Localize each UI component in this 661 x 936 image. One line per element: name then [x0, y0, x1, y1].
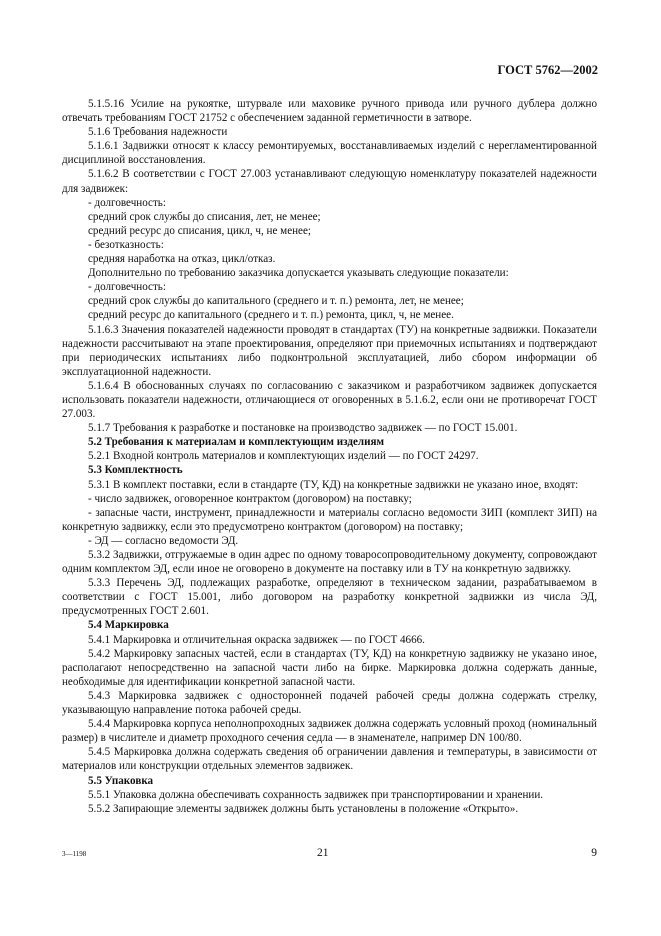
paragraph: 5.3.1 В комплект поставки, если в стандарте (ТУ, КД) на конкретные задвижки не указано иное, входят:: [88, 478, 579, 491]
page-number-center: 21: [317, 847, 329, 859]
section-heading: 5.4 Маркировка: [88, 619, 169, 632]
paragraph: средний ресурс до списания, цикл, ч, не менее;: [88, 224, 311, 237]
paragraph: средний срок службы до списания, лет, не менее;: [88, 210, 321, 223]
paragraph: - число задвижек, оговоренное контрактом (договором) на поставку;: [88, 492, 412, 505]
paragraph: 5.4.2 Маркировку запасных частей, если в стандартах (ТУ, КД) на конкретную задвижку не указано иное, располагают непосредственно на запасной части либо на бирке. Маркировка должна содержать данные, необходимые для идентификации конкретной запасной части.: [62, 647, 597, 688]
paragraph: 5.3.2 Задвижки, отгружаемые в один адрес по одному товаросопроводительному документу, сопровождают одним комплектом ЭД, если иное не оговорено в документе на поставку или в ТУ на конкретную задвижку.: [62, 549, 597, 576]
section-heading: 5.5 Упаковка: [88, 774, 154, 787]
paragraph: - долговечность:: [88, 281, 166, 294]
paragraph: 5.2.1 Входной контроль материалов и комплектующих изделий — по ГОСТ 24297.: [88, 450, 479, 463]
paragraph: 5.1.5.16 Усилие на рукоятке, штурвале или маховике ручного привода или ручного дублера должно отвечать требованиям ГОСТ 21752 с обеспечением заданной герметичности в затворе.: [62, 98, 597, 125]
paragraph: 5.1.6.2 В соответствии с ГОСТ 27.003 устанавливают следующую номенклатуру показателей надежности для задвижек:: [62, 168, 597, 195]
document-header: ГОСТ 5762—2002: [497, 63, 598, 77]
paragraph: средняя наработка на отказ, цикл/отказ.: [88, 253, 276, 266]
paragraph: - запасные части, инструмент, принадлежности и материалы согласно ведомости ЗИП (комплект ЗИП) на конкретную задвижку, если это предусмотрено контрактом (договором) на поставку;: [62, 506, 597, 533]
paragraph: 5.4.1 Маркировка и отличительная окраска задвижек — по ГОСТ 4666.: [88, 633, 425, 646]
section-heading: 5.3 Комплектность: [88, 464, 183, 477]
page-number-right: 9: [591, 847, 597, 859]
paragraph: Дополнительно по требованию заказчика допускается указывать следующие показатели:: [88, 267, 509, 280]
paragraph: - безотказность:: [88, 238, 164, 251]
paragraph: 5.1.7 Требования к разработке и постановке на производство задвижек — по ГОСТ 15.001.: [88, 422, 518, 435]
paragraph: средний ресурс до капитального (среднего и т. п.) ремонта, цикл, ч, не менее.: [88, 309, 454, 322]
paragraph: - долговечность:: [88, 196, 166, 209]
paragraph: 5.1.6 Требования надежности: [88, 126, 228, 139]
paragraph: 5.5.1 Упаковка должна обеспечивать сохранность задвижек при транспортировании и хранении.: [88, 788, 544, 801]
paragraph: 5.4.3 Маркировка задвижек с односторонней подачей рабочей среды должна содержать стрелку, указывающую направление потока рабочей среды.: [62, 689, 597, 717]
section-heading: 5.2 Требования к материалам и комплектующим изделиям: [88, 436, 385, 449]
paragraph: средний срок службы до капитального (среднего и т. п.) ремонта, лет, не менее;: [88, 295, 464, 308]
print-code: 3—1198: [62, 850, 87, 858]
paragraph: 5.5.2 Запирающие элементы задвижек должны быть установлены в положение «Открыто».: [88, 802, 519, 815]
paragraph: 5.3.3 Перечень ЭД, подлежащих разработке, определяют в техническом задании, разрабатываемом в соответствии с ГОСТ 15.001, либо договором на разработку конкретной задвижки из числа ЭД, предусмотренных ГОСТ 2.601.: [62, 577, 597, 618]
paragraph: 5.1.6.4 В обоснованных случаях по согласованию с заказчиком и разработчиком задвижек допускается использовать показатели надежности, отличающиеся от оговоренных в 5.1.6.2, если они не противоречат ГОСТ 27.003.: [62, 379, 597, 421]
paragraph: - ЭД — согласно ведомости ЭД.: [88, 534, 239, 547]
paragraph: 5.1.6.3 Значения показателей надежности проводят в стандартах (ТУ) на конкретные задвижки. Показатели надежности рассчитывают на этапе проектирования, определяют при приемочных испытаниях и подтверждают при периодических испытаниях либо подконтрольной эксплуатацией, либо сбором информации об эксплуатационной надежности.: [62, 323, 597, 378]
paragraph: 5.4.4 Маркировка корпуса неполнопроходных задвижек должна содержать условный проход (номинальный размер) в числителе и диаметр проходного сечения седла — в знаменателе, например DN 100/80.: [62, 718, 597, 745]
document-body: [62, 97, 597, 816]
paragraph: 5.4.5 Маркировка должна содержать сведения об ограничении давления и температуры, в зависимости от материалов или конструкции отдельных элементов задвижек.: [62, 746, 597, 773]
page-footer: [62, 847, 597, 867]
paragraph: 5.1.6.1 Задвижки относят к классу ремонтируемых, восстанавливаемых изделий с нерегламентированной дисциплиной восстановления.: [62, 140, 597, 167]
